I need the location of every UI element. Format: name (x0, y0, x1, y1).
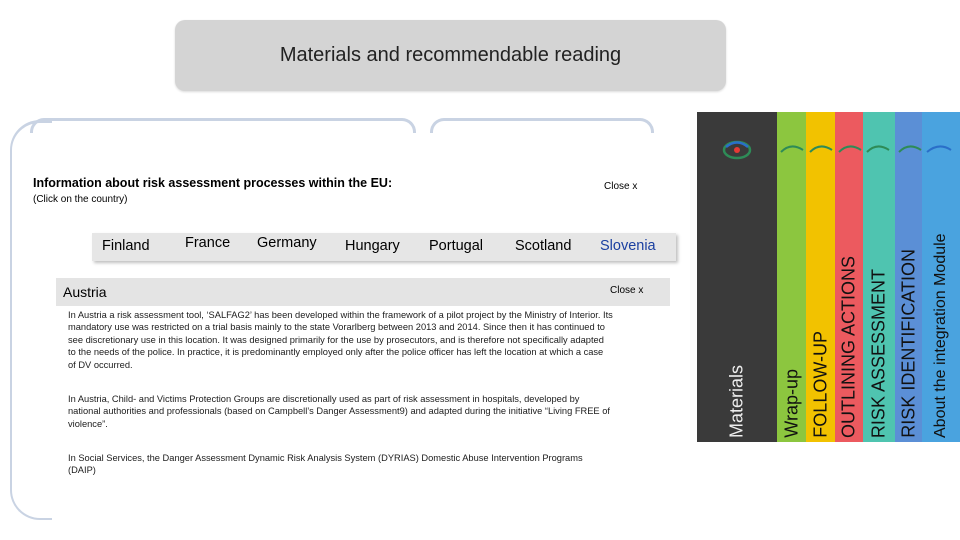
panel-header (56, 278, 670, 306)
country-france[interactable]: France (185, 235, 231, 251)
country-hungary[interactable]: Hungary (345, 238, 400, 254)
country-scotland[interactable]: Scotland (515, 238, 572, 254)
close-section-button[interactable]: Close x (604, 181, 638, 192)
tab-label: FOLLOW-UP (810, 331, 830, 438)
tab-label: OUTLINING ACTIONS (838, 255, 859, 438)
tab-materials[interactable] (697, 112, 777, 442)
tab-logos (779, 140, 959, 164)
panel-paragraph: In Social Services, the Danger Assessment Dynamic Risk Analysis System (DYRIAS) Domestic Abuse Intervention Programs (DAIP) (68, 453, 583, 476)
country-selector (92, 233, 676, 261)
panel-paragraph: In Austria a risk assessment tool, ‘SALFAG2’ has been developed within the framework of a pilot project by the Ministry of Interior. Its mandatory use was restricted on a trial basis mainly to the state Vorarlberg between 2013 and 2014. Since then it has continued to see discretionary use in this location. It was designed primarily for the use by prosecutors, and is therefore not specifically adapted to the needs of the police. In practice, it is predominantly employed only after the police officer has left the location at which a case of DV occurred. (68, 310, 613, 370)
panel-paragraph: In Austria, Child- and Victims Protection Groups are discretionally used as part of risk assessment in hospitals, developed by national authorities and professionals (based on Campbell’s Danger Assessment9) and adapted during the initiative “Living FREE of violence”. (68, 394, 610, 429)
tab-label: RISK IDENTIFICATION (898, 249, 918, 438)
country-finland[interactable]: Finland (102, 238, 150, 254)
country-germany[interactable]: Germany (257, 235, 317, 251)
tab-label: About the integration Module (932, 233, 949, 438)
content-frame-tab-right (430, 118, 654, 133)
page-title-box (175, 20, 726, 91)
page-title: Materials and recommendable reading (279, 44, 622, 66)
tab-label: RISK ASSESSMENT (868, 268, 889, 438)
content-frame-tab-left (30, 118, 416, 133)
country-info-panel (56, 278, 670, 478)
country-slovenia[interactable]: Slovenia (600, 238, 656, 254)
close-panel-button[interactable]: Close x (610, 285, 644, 296)
section-heading: Information about risk assessment processes within the EU: (33, 176, 393, 190)
logo-icon (722, 140, 752, 160)
tab-label: Wrap-up (781, 369, 801, 438)
section-subheading: (Click on the country) (33, 194, 128, 205)
tab-label: Materials (726, 364, 747, 438)
country-portugal[interactable]: Portugal (429, 238, 484, 254)
panel-title: Austria (63, 284, 107, 300)
